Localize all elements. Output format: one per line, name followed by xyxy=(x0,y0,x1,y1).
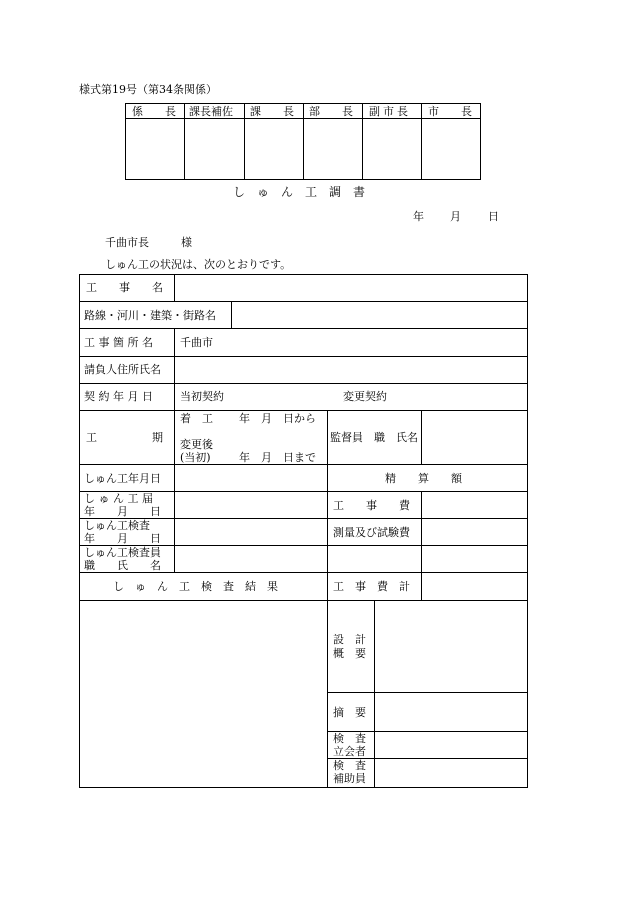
total-cost-label: 工 事 費 計 xyxy=(333,580,410,593)
inspector-title-name: 職 氏 名 xyxy=(84,559,161,572)
route-label: 路線・河川・建築・街路名 xyxy=(84,309,216,322)
contract-date-label: 契 約 年 月 日 xyxy=(84,390,153,403)
period-start-date: 年 月 日から xyxy=(239,412,316,425)
survey-cost-label: 測量及び試験費 xyxy=(333,526,410,539)
initial-contract-label: 当初契約 xyxy=(180,390,224,403)
notice-date: 年 月 日 xyxy=(84,505,161,518)
location-label: 工 事 箇 所 名 xyxy=(84,336,153,349)
approval-kachohosa: 課長補佐 xyxy=(189,105,233,118)
supervisor-label: 監督員 職 氏名 xyxy=(330,431,418,444)
period-initial-label: (当初) xyxy=(180,451,211,464)
assistant-label-2: 補助員 xyxy=(333,772,366,785)
period-changed-label: 変更後 xyxy=(180,438,213,451)
work-name-label: 工 事 名 xyxy=(86,281,163,294)
notice-label: し ゅ ん 工 届 xyxy=(84,492,153,505)
witness-label-1: 検 査 xyxy=(333,732,366,745)
completion-date-label: しゅん工年月日 xyxy=(84,472,161,485)
design-label-2: 概 要 xyxy=(333,647,366,660)
contractor-label: 請負人住所氏名 xyxy=(84,363,161,376)
approval-kacho: 課 長 xyxy=(250,105,294,118)
inspector-label: しゅん工検査員 xyxy=(84,546,161,559)
date-year: 年 xyxy=(413,210,424,223)
settlement-label: 精 算 額 xyxy=(385,472,462,485)
assistant-label-1: 検 査 xyxy=(333,759,366,772)
period-start-label: 着 工 xyxy=(180,412,213,425)
date-day: 日 xyxy=(488,210,499,223)
inspection-label: しゅん工検査 xyxy=(84,519,150,532)
design-label-1: 設 計 xyxy=(333,633,366,646)
document-title: し ゅ ん 工 調 書 xyxy=(233,185,366,199)
changed-contract-label: 変更契約 xyxy=(343,390,387,403)
location-value: 千曲市 xyxy=(180,336,213,349)
approval-kakaricho: 係 長 xyxy=(132,105,176,118)
inspection-result-label: し ゅ ん 工 検 査 結 果 xyxy=(113,580,278,593)
approval-shicho: 市 長 xyxy=(428,105,472,118)
witness-label-2: 立会者 xyxy=(333,745,366,758)
intro-text: しゅん工の状況は、次のとおりです。 xyxy=(105,258,292,271)
period-label: 工 期 xyxy=(86,431,163,444)
remarks-label: 摘 要 xyxy=(333,706,366,719)
work-cost-label: 工 事 費 xyxy=(333,499,410,512)
date-month: 月 xyxy=(450,210,461,223)
form-number: 様式第19号（第34条関係） xyxy=(79,83,217,96)
approval-bucho: 部 長 xyxy=(309,105,353,118)
addressee-honorific: 様 xyxy=(181,236,192,249)
addressee-name: 千曲市長 xyxy=(105,236,149,249)
period-end-date: 年 月 日まで xyxy=(239,451,316,464)
approval-fukushicho: 副市長 xyxy=(369,105,411,118)
inspection-date: 年 月 日 xyxy=(84,532,161,545)
